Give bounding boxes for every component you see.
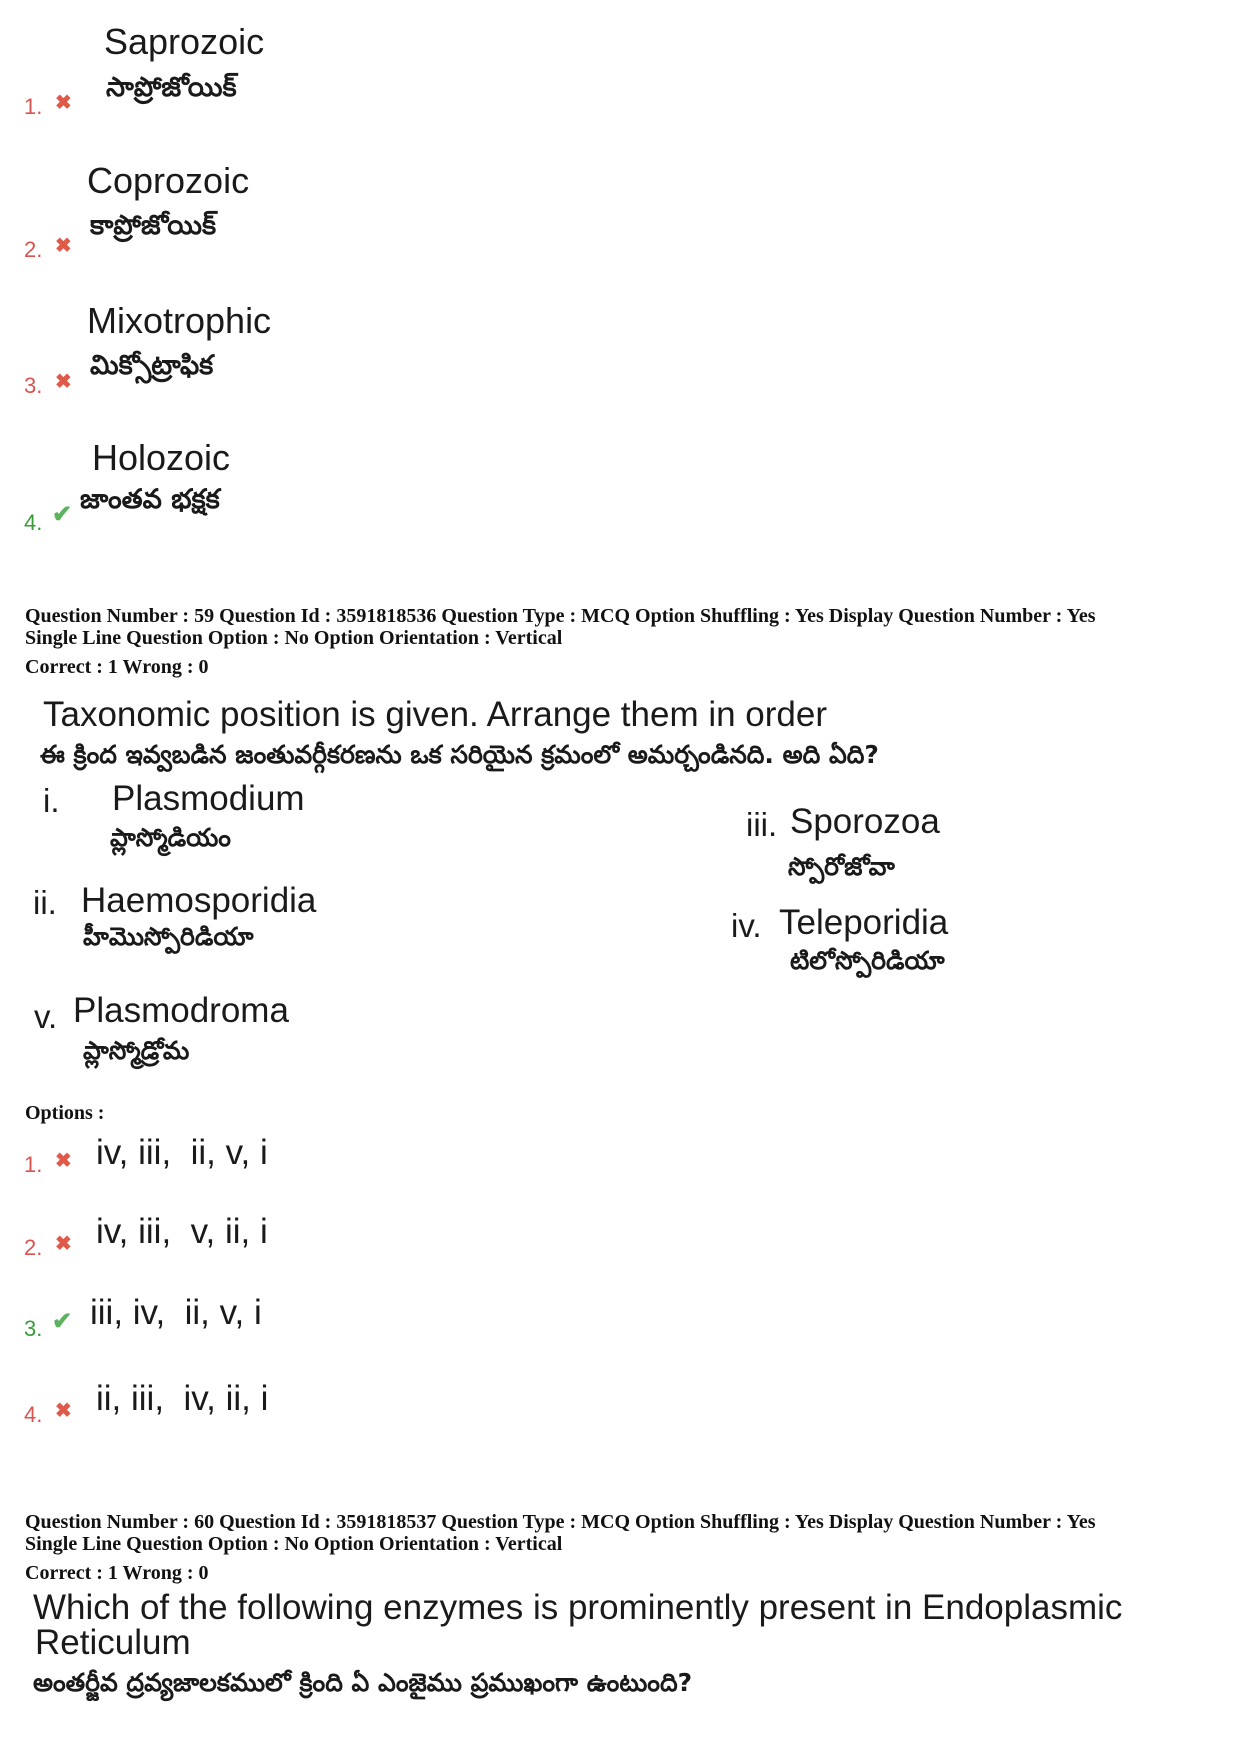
option-text-te: మిక్సోట్రాఫిక — [90, 350, 214, 381]
option-number: 1. — [24, 1152, 43, 1177]
option-text: iv, iii, v, ii, i — [96, 1212, 268, 1251]
wrong-mark-icon: ✖ — [55, 1400, 72, 1422]
options-label: Options : — [25, 1102, 105, 1124]
option-text: iii, iv, ii, v, i — [90, 1293, 262, 1332]
option-number: 2. — [24, 1235, 43, 1260]
wrong-mark-icon: ✖ — [55, 1233, 72, 1255]
option-text-en: Saprozoic — [104, 21, 265, 62]
item-roman: ii. — [33, 884, 57, 921]
wrong-mark-icon: ✖ — [55, 371, 72, 393]
correct-mark-icon: ✔ — [52, 501, 73, 528]
question-text-en-line2: Reticulum — [35, 1623, 191, 1662]
item-text-en: Sporozoa — [790, 802, 940, 841]
item-text-te: టిలోస్పోరిడియా — [790, 946, 945, 975]
question-text-te: అంతర్జీవ ద్రవ్యజాలకములో క్రింది ఏ ఎంజైము ప్రముఖంగా ఉంటుంది? — [33, 1668, 693, 1697]
option-text-te: కాప్రోజోయిక్ — [90, 210, 217, 241]
question-text-te: ఈ క్రింద ఇవ్వబడిన జంతువర్గీకరణను ఒక సరియైన క్రమంలో అమర్చండినది. అది ఏది? — [40, 740, 879, 769]
option-number: 2. — [24, 237, 43, 262]
option-text: ii, iii, iv, ii, i — [96, 1379, 269, 1418]
question-meta-line2: Single Line Question Option : No Option Orientation : Vertical — [25, 1533, 563, 1555]
item-roman: i. — [43, 782, 60, 819]
option-number: 3. — [24, 373, 43, 398]
question-text-en: Taxonomic position is given. Arrange them in order — [43, 695, 828, 734]
question-text-en-line1: Which of the following enzymes is prominently present in Endoplasmic — [33, 1588, 1123, 1627]
option-number: 4. — [24, 510, 43, 535]
option-number: 3. — [24, 1316, 43, 1341]
option-text-te: సాప్రోజోయిక్ — [106, 72, 237, 103]
option-number: 4. — [24, 1402, 43, 1427]
item-text-en: Plasmodium — [112, 779, 305, 818]
option-text-te: జాంతవ భక్షక — [80, 484, 220, 515]
item-text-en: Teleporidia — [779, 903, 949, 942]
question-meta-line1: Question Number : 60 Question Id : 3591818537 Question Type : MCQ Option Shuffling : Yes Display Question Number : Yes — [25, 1511, 1096, 1533]
item-roman: iv. — [731, 907, 762, 944]
item-text-te: ప్లాస్మోడ్రోమ — [83, 1036, 190, 1065]
question-meta-line2: Single Line Question Option : No Option Orientation : Vertical — [25, 627, 563, 649]
item-roman: v. — [34, 998, 58, 1035]
option-text-en: Holozoic — [92, 437, 231, 478]
wrong-mark-icon: ✖ — [55, 1150, 72, 1172]
option-text: iv, iii, ii, v, i — [96, 1133, 268, 1172]
option-number: 1. — [24, 94, 43, 119]
question-meta-line1: Question Number : 59 Question Id : 3591818536 Question Type : MCQ Option Shuffling : Yes Display Question Number : Yes — [25, 605, 1096, 627]
question-marks: Correct : 1 Wrong : 0 — [25, 656, 209, 678]
correct-mark-icon: ✔ — [52, 1308, 73, 1335]
item-text-te: స్పోరోజోవా — [788, 852, 895, 881]
item-text-en: Haemosporidia — [81, 881, 317, 920]
item-text-te: హీమొస్పోరిడియా — [83, 922, 254, 951]
option-text-en: Mixotrophic — [87, 300, 272, 341]
question-marks: Correct : 1 Wrong : 0 — [25, 1562, 209, 1584]
wrong-mark-icon: ✖ — [55, 235, 72, 257]
item-text-en: Plasmodroma — [73, 991, 289, 1030]
wrong-mark-icon: ✖ — [55, 92, 72, 114]
option-text-en: Coprozoic — [87, 160, 250, 201]
item-text-te: ప్లాస్మోడియం — [110, 823, 231, 852]
item-roman: iii. — [746, 806, 778, 843]
